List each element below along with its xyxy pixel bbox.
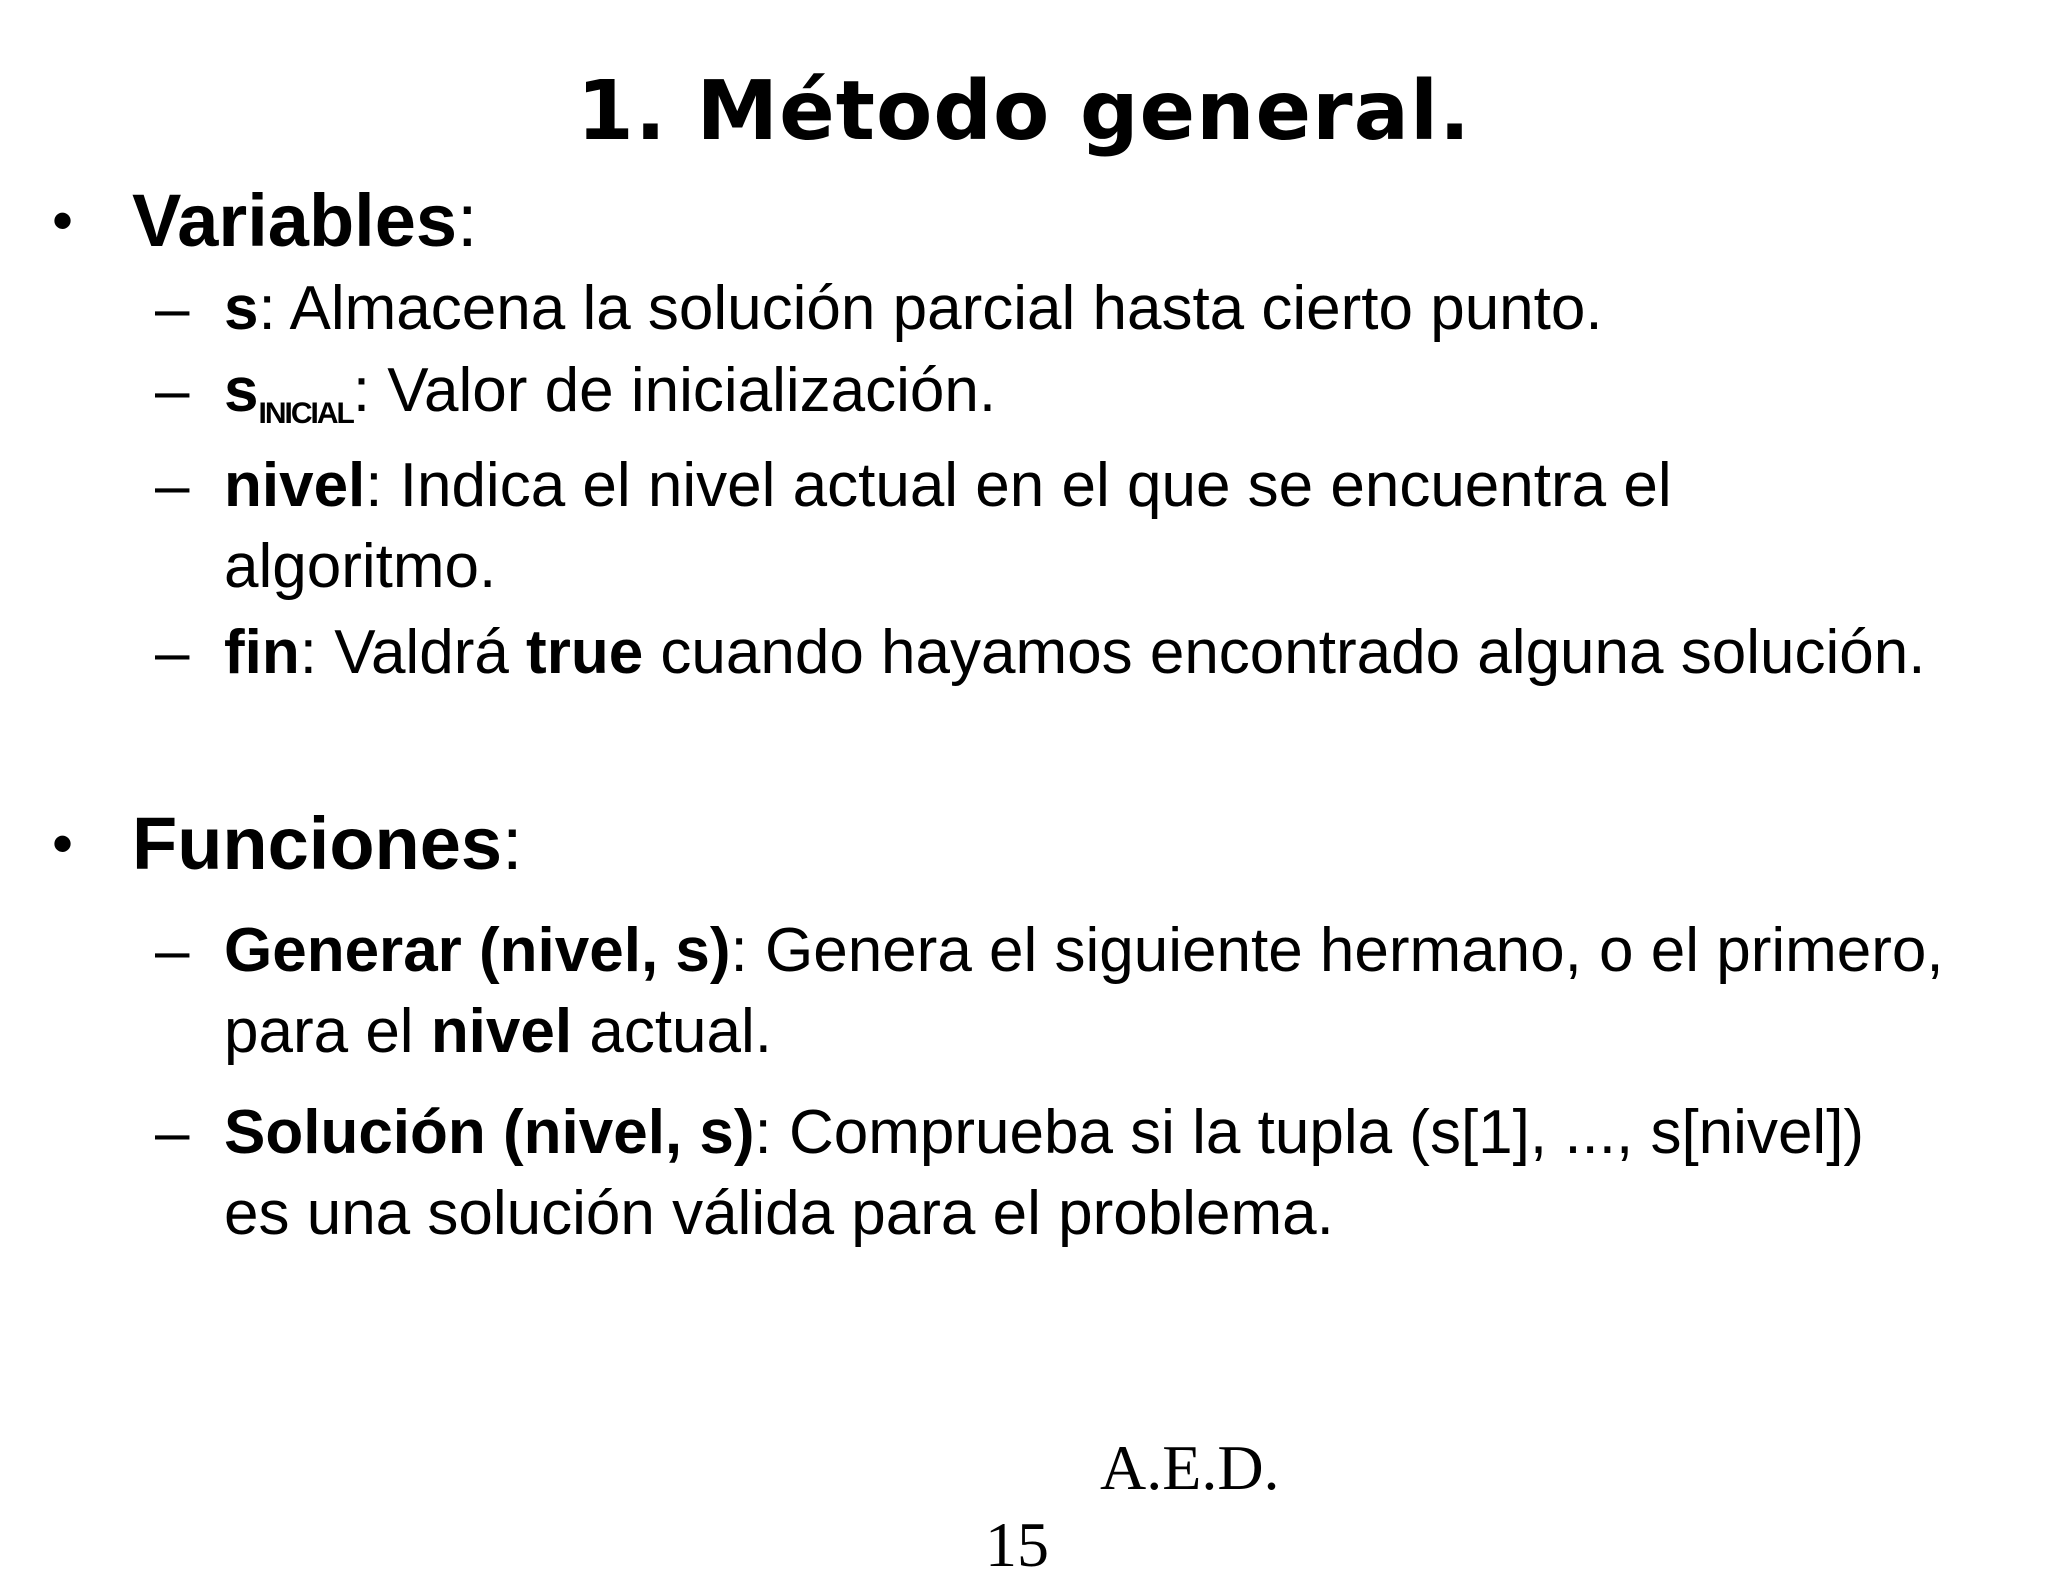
item-desc: : Valor de inicialización. xyxy=(352,356,997,425)
list-item-text xyxy=(224,350,1944,454)
funciones-label: Funciones xyxy=(132,802,503,885)
item-desc: : Comprueba si la tupla (s[1], ..., s[nivel]) es una solución válida para el problema. xyxy=(224,1098,1865,1248)
item-term: Solución (nivel, s) xyxy=(224,1098,755,1167)
slide-title: 1. Método general. xyxy=(576,64,1472,159)
item-desc: actual. xyxy=(572,997,773,1066)
item-desc: cuando hayamos encontrado alguna solución. xyxy=(643,618,1926,687)
item-desc: : Genera el siguiente hermano, o el primero, para el xyxy=(224,916,1944,1066)
bullet-dot: • xyxy=(52,810,74,877)
dash-marker: – xyxy=(155,356,190,425)
list-item-text xyxy=(224,1092,1944,1254)
page-number: 15 xyxy=(985,1509,1049,1580)
footer-org: A.E.D. xyxy=(1100,1432,1280,1503)
variables-label: Variables xyxy=(132,179,458,262)
item-keyword: nivel xyxy=(430,997,573,1066)
dash-marker: – xyxy=(155,618,190,687)
list-item-text xyxy=(224,268,1944,349)
variables-colon: : xyxy=(457,179,478,262)
item-desc: : Indica el nivel actual en el que se encuentra el algoritmo. xyxy=(224,451,1672,601)
item-term: s xyxy=(224,356,259,425)
item-term: Generar (nivel, s) xyxy=(224,916,731,985)
item-keyword: true xyxy=(526,618,644,687)
dash-marker: – xyxy=(155,1098,190,1167)
list-item-text xyxy=(224,910,1944,1072)
bullet-heading xyxy=(132,176,478,266)
item-desc: : Almacena la solución parcial hasta cierto punto. xyxy=(258,274,1603,343)
dash-marker: – xyxy=(155,451,190,520)
item-term: fin xyxy=(224,618,300,687)
item-subscript: INICIAL xyxy=(258,397,353,430)
item-term: nivel xyxy=(224,451,366,520)
dash-marker: – xyxy=(155,916,190,985)
funciones-colon: : xyxy=(502,802,523,885)
bullet-heading xyxy=(132,799,523,889)
dash-marker: – xyxy=(155,274,190,343)
list-item-text xyxy=(224,612,1944,693)
item-desc: : Valdrá xyxy=(299,618,527,687)
item-term: s xyxy=(224,274,259,343)
bullet-dot: • xyxy=(52,187,74,254)
list-item-text xyxy=(224,445,1944,607)
